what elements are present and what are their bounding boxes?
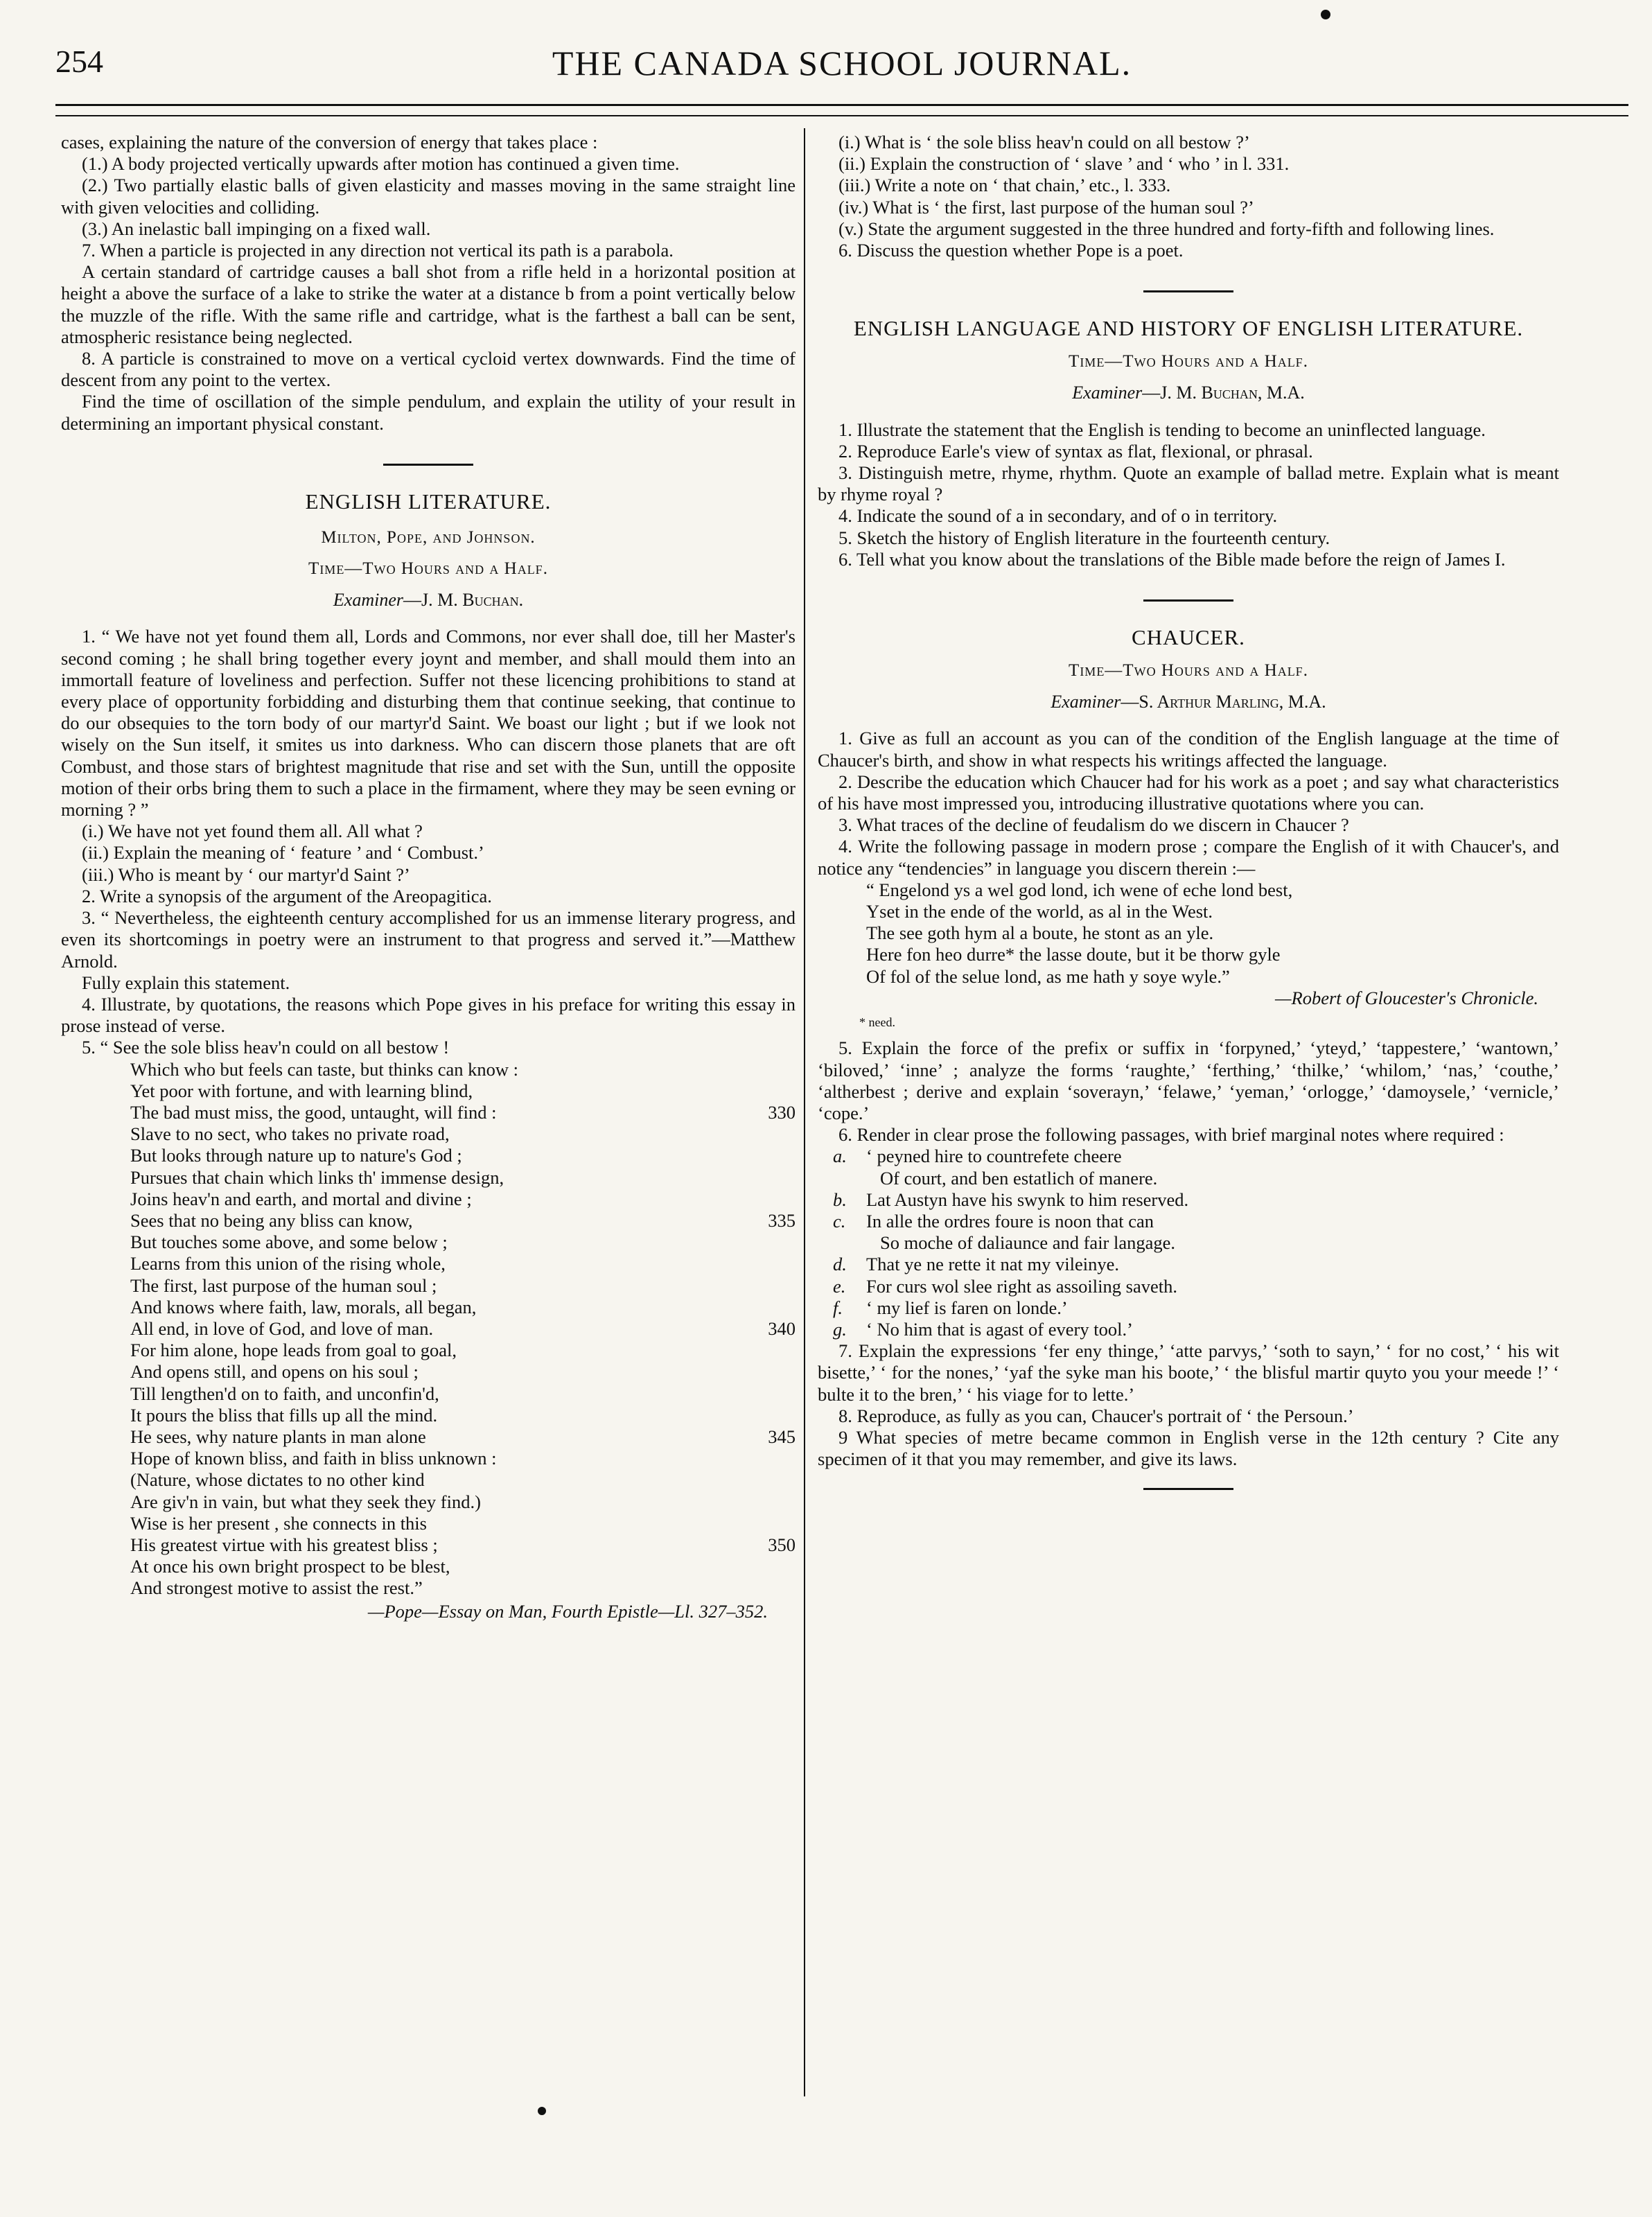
passage-line: In alle the ordres foure is noon that can bbox=[866, 1210, 1154, 1232]
examiner-label: Examiner bbox=[333, 590, 403, 611]
passage-label: f. bbox=[833, 1297, 843, 1318]
line-number: 330 bbox=[768, 1101, 796, 1123]
poem-line bbox=[61, 1383, 796, 1405]
paragraph: cases, explaining the nature of the conversion of energy that takes place : bbox=[61, 132, 598, 152]
passage-label: g. bbox=[833, 1318, 847, 1340]
paragraph: (1.) A body projected vertically upwards after motion has continued a given time. bbox=[82, 153, 680, 175]
poem-line-text: Till lengthen'd on to faith, and unconfin'd, bbox=[130, 1383, 439, 1404]
question: 6. Discuss the question whether Pope is a poet. bbox=[838, 240, 1184, 261]
poem-line bbox=[61, 1405, 796, 1426]
footnote: * need. bbox=[859, 1015, 895, 1030]
poem-line-text: Joins heav'n and earth, and mortal and divine ; bbox=[130, 1188, 472, 1209]
poem-line bbox=[61, 1167, 796, 1189]
poem-line-text: Learns from this union of the rising whole, bbox=[130, 1253, 446, 1274]
examiner-name: —J. M. Buchan. bbox=[403, 590, 524, 611]
passage-label: d. bbox=[833, 1254, 847, 1275]
poem-line-text: Wise is her present , she connects in this bbox=[130, 1512, 427, 1534]
sub-question: (ii.) Explain the meaning of ‘ feature ’ and ‘ Combust.’ bbox=[82, 842, 484, 864]
poem-quotation bbox=[61, 1059, 796, 1600]
question: 1. “ We have not yet found them all, Lords and Commons, nor ever shall doe, till her Master's second coming ; he shall bring together every joynt and member, and shall mould them into an immortall feature of loveliness and perfection. Suffer not these licencing prohibitions to stand at every place of opportunity forbidding and disturbing them that continue seeking, that continue to do our obsequies to the torn body of our martyr'd Saint. We boast our light ; but if we look not wisely on the Sun itself, it smites us into darkness. Who can discern those planets that are oft Combust, and those stars of brightest magnitude that rise and set with the Sun, untill the opposite motion of their orbs bring them to such a place in the firmament, where they may be seen evning or morning ? ” bbox=[61, 626, 796, 821]
poem-line bbox=[61, 1361, 796, 1383]
line-number: 340 bbox=[768, 1317, 796, 1339]
poem-line-text: Pursues that chain which links th' immense design, bbox=[130, 1166, 504, 1188]
poem-line-text: Yet poor with fortune, and with learning blind, bbox=[130, 1080, 473, 1101]
poem-line-text: The first, last purpose of the human soul ; bbox=[130, 1274, 437, 1296]
question: 3. What traces of the decline of feudalism do we discern in Chaucer ? bbox=[838, 814, 1349, 836]
poem-line-text: Hope of known bliss, and faith in bliss unknown : bbox=[130, 1448, 497, 1469]
journal-title: THE CANADA SCHOOL JOURNAL. bbox=[552, 44, 1132, 82]
passage-item bbox=[818, 1276, 1559, 1297]
passage-item bbox=[818, 1254, 1559, 1275]
poem-line bbox=[61, 1145, 796, 1166]
poem-line bbox=[61, 1491, 796, 1513]
passage-line: So moche of daliaunce and fair langage. bbox=[880, 1232, 1176, 1254]
poem-line-text: Which who but feels can taste, but thinks can know : bbox=[130, 1058, 519, 1080]
poem-line-text: For him alone, hope leads from goal to goal, bbox=[130, 1340, 457, 1361]
poem-line bbox=[61, 1059, 796, 1080]
section-rule bbox=[1143, 1488, 1233, 1490]
section-title: ENGLISH LANGUAGE AND HISTORY OF ENGLISH LITERATURE. bbox=[853, 316, 1524, 341]
question: 3. “ Nevertheless, the eighteenth century accomplished for us an immense literary progress, and even its shortcomings in poetry were an instrument to that progress and served it.”—Matthew Arnold. bbox=[61, 907, 796, 972]
sub-question: (ii.) Explain the construction of ‘ slave ’ and ‘ who ’ in l. 331. bbox=[838, 153, 1290, 175]
poem-line-text: The bad must miss, the good, untaught, will find : bbox=[130, 1101, 497, 1123]
question: 5. Sketch the history of English literature in the fourteenth century. bbox=[838, 527, 1330, 548]
question: 4. Indicate the sound of a in secondary, and of o in territory. bbox=[838, 505, 1278, 527]
section-examiner bbox=[61, 589, 796, 611]
page-number: 254 bbox=[55, 44, 103, 79]
passage-item bbox=[818, 1319, 1559, 1340]
examiner-label: Examiner bbox=[1051, 692, 1121, 712]
passage-label: b. bbox=[833, 1189, 847, 1210]
section-examiner bbox=[818, 691, 1559, 712]
verse-quotation bbox=[818, 879, 1559, 988]
poem-line bbox=[61, 1534, 796, 1556]
poem-line bbox=[61, 1448, 796, 1469]
poem-line-text: Are giv'n in vain, but what they seek they find.) bbox=[130, 1491, 481, 1512]
section-time: Time—Two Hours and a Half. bbox=[308, 559, 548, 579]
passage-label: c. bbox=[833, 1210, 846, 1232]
section-title: CHAUCER. bbox=[1132, 625, 1245, 650]
sub-question: (iii.) Write a note on ‘ that chain,’ etc., l. 333. bbox=[838, 175, 1171, 196]
poem-line bbox=[61, 1123, 796, 1145]
examiner-label: Examiner bbox=[1072, 383, 1143, 403]
right-column bbox=[818, 132, 1559, 1490]
sub-question: (iv.) What is ‘ the first, last purpose of the human soul ?’ bbox=[838, 196, 1254, 218]
poem-line-text: (Nature, whose dictates to no other kind bbox=[130, 1469, 425, 1491]
paragraph: (3.) An inelastic ball impinging on a fixed wall. bbox=[82, 218, 431, 239]
poem-line-text: But looks through nature up to nature's God ; bbox=[130, 1145, 462, 1166]
sub-question: (i.) What is ‘ the sole bliss heav'n could on all bestow ?’ bbox=[838, 132, 1250, 152]
paragraph: Fully explain this statement. bbox=[82, 972, 290, 993]
question: 4. Illustrate, by quotations, the reasons which Pope gives in his preface for writing this essay in prose instead of verse. bbox=[61, 993, 796, 1037]
question: 1. Illustrate the statement that the English is tending to become an uninflected language. bbox=[838, 419, 1486, 440]
sub-question: (iii.) Who is meant by ‘ our martyr'd Saint ?’ bbox=[82, 864, 410, 885]
passage-item bbox=[818, 1189, 1559, 1211]
verse-line: “ Engelond ys a wel god lond, ich wene of eche lond best, bbox=[866, 879, 1293, 900]
passage-item bbox=[818, 1297, 1559, 1319]
poem-line-text: It pours the bliss that fills up all the mind. bbox=[130, 1404, 438, 1426]
verse-line: Here fon heo durre* the lasse doute, but it be thorw gyle bbox=[866, 944, 1281, 965]
poem-line-text: Slave to no sect, who takes no private road, bbox=[130, 1123, 450, 1145]
poem-line bbox=[61, 1318, 796, 1340]
poem-line-text: And strongest motive to assist the rest.” bbox=[130, 1577, 423, 1599]
section-subtitle: Milton, Pope, and Johnson. bbox=[321, 527, 536, 547]
question: 2. Describe the education which Chaucer had for his work as a poet ; and say what characteristics of his have most impressed you, introducing illustrative quotations where you can. bbox=[818, 771, 1559, 814]
poem-line bbox=[61, 1253, 796, 1274]
question: 3. Distinguish metre, rhyme, rhythm. Quote an example of ballad metre. Explain what is meant by rhyme royal ? bbox=[818, 462, 1559, 505]
sub-question: (v.) State the argument suggested in the three hundred and forty-fifth and following lines. bbox=[838, 218, 1495, 239]
poem-line-text: And knows where faith, law, morals, all began, bbox=[130, 1296, 477, 1317]
left-column bbox=[61, 132, 796, 1622]
passage-line: Of court, and ben estatlich of manere. bbox=[880, 1167, 1158, 1189]
section-rule bbox=[1143, 599, 1233, 602]
question: 6. Render in clear prose the following passages, with brief marginal notes where required : bbox=[838, 1124, 1504, 1146]
paragraph: A certain standard of cartridge causes a ball shot from a rifle held in a horizontal position at height a above the surface of a lake to strike the water at a distance b from a point vertically below the muzzle of the rifle. With the same rifle and cartridge, what is the farthest a ball can be sent, atmospheric resistance being neglected. bbox=[61, 261, 796, 347]
poem-line-text: At once his own bright prospect to be blest, bbox=[130, 1556, 450, 1577]
paragraph: Find the time of oscillation of the simple pendulum, and explain the utility of your result in determining an important physical constant. bbox=[61, 391, 796, 434]
section-rule bbox=[383, 464, 473, 466]
verse-line: The see goth hym al a boute, he stont as an yle. bbox=[866, 922, 1214, 944]
paragraph: (2.) Two partially elastic balls of given elasticity and masses moving in the same straight line with given velocities and colliding. bbox=[61, 175, 796, 218]
passage-line: Lat Austyn have his swynk to him reserved. bbox=[866, 1189, 1189, 1210]
poem-line-text: All end, in love of God, and love of man. bbox=[130, 1317, 434, 1339]
poem-line bbox=[61, 1577, 796, 1599]
poem-attribution: —Pope—Essay on Man, Fourth Epistle—Ll. 327–352. bbox=[367, 1600, 768, 1622]
poem-line-text: But touches some above, and some below ; bbox=[130, 1232, 448, 1253]
header-rule bbox=[55, 104, 1628, 106]
passage-line: That ye ne rette it nat my vileinye. bbox=[866, 1254, 1119, 1275]
poem-line-text: And opens still, and opens on his soul ; bbox=[130, 1361, 419, 1383]
question: 8. A particle is constrained to move on a vertical cycloid vertex downwards. Find the time of descent from any point to the vertex. bbox=[61, 348, 796, 391]
question: 5. Explain the force of the prefix or suffix in ‘forpyned,’ ‘yteyd,’ ‘tappestere,’ ‘wantown,’ ‘biloved,’ ‘inne’ ; analyze the forms ‘raughte,’ ‘ferthing,’ ‘thilke,’ ‘whilom,’ ‘nas,’ ‘couthe,’ ‘altherbest ; derive and explain ‘soverayn,’ ‘felawe,’ ‘yeman,’ ‘orlogge,’ ‘damoysele,’ ‘vernicle,’ ‘cope.’ bbox=[818, 1037, 1559, 1123]
column-divider bbox=[804, 128, 805, 2096]
ink-speck bbox=[538, 2107, 546, 2115]
section-examiner bbox=[818, 382, 1559, 403]
question: 4. Write the following passage in modern prose ; compare the English of it with Chaucer's, and notice any “tendencies” in language you discern therein :— bbox=[818, 836, 1559, 879]
poem-line bbox=[61, 1469, 796, 1491]
examiner-name: —J. M. Buchan, M.A. bbox=[1142, 383, 1305, 403]
line-number: 335 bbox=[768, 1209, 796, 1231]
header-rule-double bbox=[55, 115, 1628, 116]
question: 2. Reproduce Earle's view of syntax as flat, flexional, or phrasal. bbox=[838, 440, 1313, 462]
question: 1. Give as full an account as you can of the condition of the English language at the time of Chaucer's birth, and show in what respects his writings affected the language. bbox=[818, 728, 1559, 771]
section-rule bbox=[1143, 290, 1233, 292]
verse-line: Of fol of the selue lond, as me hath y soye wyle.” bbox=[866, 965, 1230, 987]
sub-question: (i.) We have not yet found them all. All what ? bbox=[82, 821, 423, 842]
poem-line bbox=[61, 1102, 796, 1123]
section-time: Time—Two Hours and a Half. bbox=[1069, 352, 1308, 371]
passage-line: ‘ peyned hire to countrefete cheere bbox=[866, 1146, 1122, 1167]
poem-line bbox=[61, 1340, 796, 1361]
verse-attribution: —Robert of Gloucester's Chronicle. bbox=[1274, 987, 1538, 1008]
question: 7. When a particle is projected in any direction not vertical its path is a parabola. bbox=[82, 240, 674, 261]
passage-list bbox=[818, 1146, 1559, 1340]
poem-line-text: Sees that no being any bliss can know, bbox=[130, 1209, 413, 1231]
question: 5. “ See the sole bliss heav'n could on all bestow ! bbox=[82, 1037, 450, 1058]
poem-line-text: His greatest virtue with his greatest bliss ; bbox=[130, 1534, 438, 1555]
poem-line bbox=[61, 1556, 796, 1577]
passage-item bbox=[818, 1146, 1559, 1189]
passage-label: e. bbox=[833, 1275, 846, 1297]
question: 9 What species of metre became common in English verse in the 12th century ? Cite any specimen of it that you may remember, and give its laws. bbox=[818, 1426, 1559, 1470]
passage-line: ‘ No him that is agast of every tool.’ bbox=[866, 1318, 1133, 1340]
page-header bbox=[55, 43, 1628, 98]
poem-line bbox=[61, 1275, 796, 1297]
poem-line bbox=[61, 1232, 796, 1253]
passage-line: ‘ my lief is faren on londe.’ bbox=[866, 1297, 1068, 1318]
poem-line bbox=[61, 1080, 796, 1102]
question: 7. Explain the expressions ‘fer eny thinge,’ ‘atte parvys,’ ‘soth to sayn,’ ‘ for no cost,’ ‘ his wit bisette,’ ‘ for the nones,’ ‘yaf the syke man his boote,’ ‘ the blisful martir quyto you your meede !’ ‘ bulte it to the bren,’ ‘ his viage for to lette.’ bbox=[818, 1340, 1559, 1405]
passage-line: For curs wol slee right as assoiling saveth. bbox=[866, 1275, 1177, 1297]
poem-line bbox=[61, 1513, 796, 1534]
question: 6. Tell what you know about the translations of the Bible made before the reign of James I. bbox=[838, 548, 1506, 570]
passage-label: a. bbox=[833, 1146, 847, 1167]
line-number: 350 bbox=[768, 1534, 796, 1555]
line-number: 345 bbox=[768, 1426, 796, 1447]
question: 8. Reproduce, as fully as you can, Chaucer's portrait of ‘ the Persoun.’ bbox=[838, 1405, 1354, 1426]
examiner-name: —S. Arthur Marling, M.A. bbox=[1121, 692, 1326, 712]
question: 2. Write a synopsis of the argument of the Areopagitica. bbox=[82, 885, 492, 906]
section-title: ENGLISH LITERATURE. bbox=[305, 489, 552, 514]
poem-line bbox=[61, 1210, 796, 1232]
passage-item bbox=[818, 1211, 1559, 1254]
section-time: Time—Two Hours and a Half. bbox=[1069, 661, 1308, 681]
poem-line bbox=[61, 1189, 796, 1210]
poem-line bbox=[61, 1426, 796, 1448]
poem-line-text: He sees, why nature plants in man alone bbox=[130, 1426, 426, 1447]
poem-line bbox=[61, 1297, 796, 1318]
ink-speck bbox=[1321, 10, 1330, 19]
verse-line: Yset in the ende of the world, as al in the West. bbox=[866, 901, 1213, 922]
